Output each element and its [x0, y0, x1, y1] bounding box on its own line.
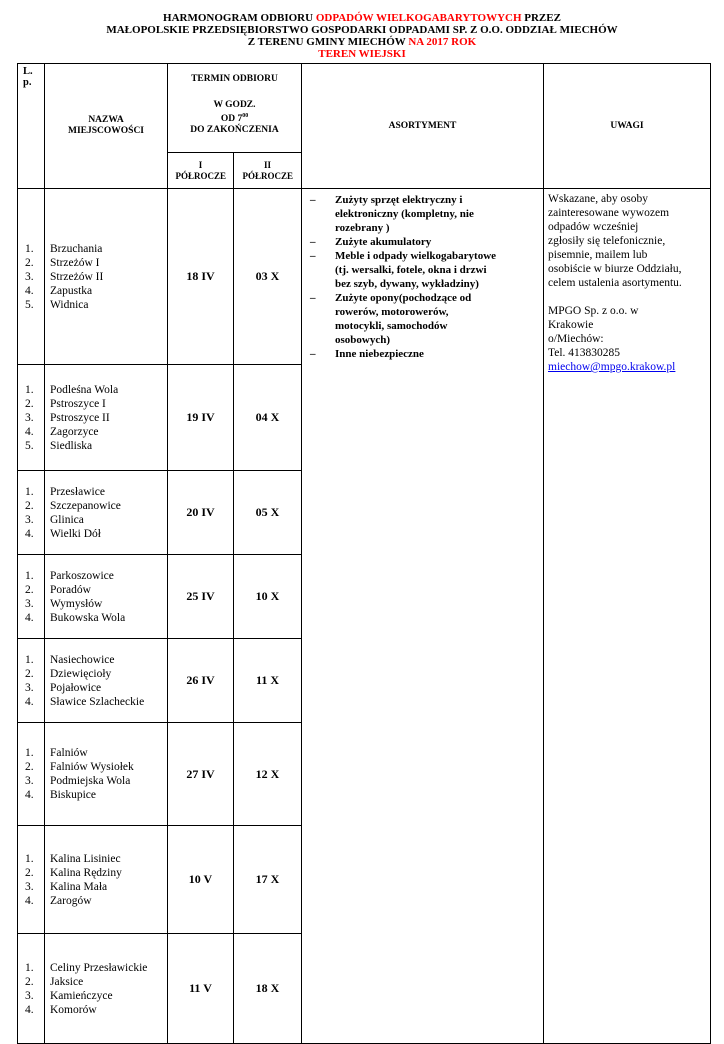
pickup-date-half2: 10 X — [234, 555, 302, 639]
locality-name: Pstroszyce II — [50, 411, 110, 424]
locality-name: Nasiechowice — [50, 653, 115, 666]
locality-name: Pojałowice — [50, 681, 102, 694]
notes-line: Wskazane, aby osoby — [548, 193, 648, 205]
contact-line: o/Miechów: — [548, 333, 604, 345]
row-number: 1. — [25, 747, 34, 759]
assortment-item-line: Zużyte akumulatory — [335, 236, 432, 248]
locality-name: Podleśna Wola — [50, 383, 119, 396]
locality-name: Przesławice — [50, 485, 105, 498]
locality-name: Kalina Lisiniec — [50, 852, 121, 865]
contact-line: Krakowie — [548, 319, 594, 331]
pickup-date-half2: 11 X — [234, 639, 302, 723]
notes-line: osobiście w biurze Oddziału, — [548, 263, 682, 275]
row-number: 4. — [25, 1003, 34, 1016]
header-row — [18, 64, 711, 153]
locality-name: Glinica — [50, 513, 84, 526]
col-uwagi-header — [544, 64, 711, 189]
header-line-3-text: Z TERENU GMINY MIECHÓW — [247, 36, 409, 48]
row-number: 3. — [25, 411, 34, 424]
row-number: 1. — [25, 852, 34, 865]
locality-name: Kalina Rędziny — [50, 866, 122, 879]
locality-name: Dziewięcioły — [50, 667, 112, 680]
header-line-1 — [0, 12, 724, 24]
notes-line: zgłosiły się telefonicznie, — [548, 235, 666, 247]
assortment-item-line: Meble i odpady wielkogabarytowe — [335, 250, 497, 262]
locality-list — [45, 555, 168, 639]
col-lp-header — [18, 64, 45, 189]
row-number: 4. — [25, 284, 34, 297]
locality-name: Wymysłów — [50, 597, 103, 610]
locality-name: Jaksice — [50, 975, 84, 988]
locality-list — [45, 365, 168, 471]
header-line-4: TEREN WIEJSKI — [318, 48, 406, 60]
row-numbers — [18, 365, 45, 471]
row-number: 3. — [25, 513, 34, 526]
header-line-1-text: HARMONOGRAM ODBIORU — [163, 12, 316, 24]
email-line — [548, 360, 704, 374]
termin-label-4: DO ZAKOŃCZENIA — [190, 125, 279, 135]
pickup-date-half2: 12 X — [234, 723, 302, 826]
pickup-date-half1: 11 V — [168, 934, 234, 1044]
assortment-item-line: rozebrany ) — [335, 222, 390, 234]
row-number: 3. — [25, 270, 34, 283]
row-number: 4. — [25, 789, 34, 801]
assortment-item — [310, 291, 537, 347]
row-number: 4. — [25, 611, 34, 624]
row-number: 2. — [25, 667, 34, 680]
assortment-list — [310, 193, 537, 361]
assortment-cell — [302, 189, 544, 1044]
locality-name: Zarogów — [50, 894, 92, 907]
pickup-date-half2: 05 X — [234, 471, 302, 555]
header-line-3-highlight: NA 2017 ROK — [408, 36, 477, 48]
row-number: 2. — [25, 866, 34, 879]
locality-list — [45, 934, 168, 1044]
row-number: 3. — [25, 989, 34, 1002]
header-line-2: MAŁOPOLSKIE PRZEDSIĘBIORSTWO GOSPODARKI ODPADAMI SP. Z O.O. ODDZIAŁ MIECHÓW — [106, 24, 618, 36]
assortment-item-line: elektroniczny (kompletny, nie — [335, 208, 474, 220]
pickup-date-half1: 20 IV — [168, 471, 234, 555]
row-numbers — [18, 555, 45, 639]
row-number: 4. — [25, 894, 34, 907]
termin-label-3-base: OD 7 — [220, 114, 243, 125]
locality-name: Falniów — [50, 747, 88, 759]
col-half1-label: I PÓŁROCZE — [175, 159, 227, 181]
row-number: 1. — [25, 653, 34, 666]
row-numbers — [18, 189, 45, 365]
locality-name: Celiny Przesławickie — [50, 961, 148, 974]
row-numbers — [18, 639, 45, 723]
locality-name: Kalina Mała — [50, 880, 108, 893]
schedule-table — [17, 63, 711, 1044]
pickup-date-half2: 04 X — [234, 365, 302, 471]
row-numbers — [18, 471, 45, 555]
col-name-header — [45, 64, 168, 189]
pickup-date-half2: 03 X — [234, 189, 302, 365]
col-uwagi-label: UWAGI — [610, 120, 644, 131]
locality-name: Kamieńczyce — [50, 989, 113, 1002]
row-number: 3. — [25, 880, 34, 893]
row-number: 2. — [25, 975, 34, 988]
assortment-item-line: Zużyty sprzęt elektryczny i — [335, 194, 463, 206]
locality-name: Siedliska — [50, 439, 93, 452]
contact-line: MPGO Sp. z o.o. w — [548, 305, 639, 317]
row-numbers — [18, 934, 45, 1044]
dash-bullet: – — [310, 292, 316, 304]
assortment-item-line: Zużyte opony(pochodzące od — [335, 292, 472, 304]
row-number: 1. — [25, 569, 34, 582]
row-number: 2. — [25, 583, 34, 596]
assortment-item — [310, 193, 537, 235]
termin-label-3 — [168, 111, 301, 125]
assortment-item-line: osobowych) — [335, 334, 391, 346]
locality-list — [45, 189, 168, 365]
notes-line: celem ustalenia asortymentu. — [548, 277, 682, 289]
assortment-item-line: motocykli, samochodów — [335, 320, 448, 332]
locality-name: Falniów Wysiołek — [50, 761, 134, 773]
header-line-1-highlight: ODPADÓW WIELKOGABARYTOWYCH — [315, 12, 522, 24]
locality-name: Zapustka — [50, 284, 93, 297]
assortment-item-line: rowerów, motorowerów, — [335, 306, 449, 318]
pickup-date-half1: 18 IV — [168, 189, 234, 365]
header-line-1-end: PRZEZ — [521, 12, 561, 24]
locality-name: Widnica — [50, 298, 89, 311]
termin-label-3-sup: 00 — [242, 113, 249, 119]
contact-line: Tel. 413830285 — [548, 347, 621, 359]
pickup-date-half1: 19 IV — [168, 365, 234, 471]
locality-list — [45, 471, 168, 555]
col-half1-header — [168, 153, 234, 189]
row-number: 5. — [25, 298, 34, 311]
row-number: 2. — [25, 256, 34, 269]
notes-spacer — [548, 290, 704, 304]
col-name-label: NAZWA MIEJSCOWOŚCI — [67, 115, 144, 136]
locality-name: Wielki Dół — [50, 527, 101, 540]
row-number: 1. — [25, 961, 34, 974]
pickup-date-half1: 25 IV — [168, 555, 234, 639]
pickup-date-half1: 10 V — [168, 826, 234, 934]
locality-name: Brzuchania — [50, 242, 103, 255]
pickup-date-half1: 26 IV — [168, 639, 234, 723]
document-header — [0, 12, 724, 60]
locality-name: Biskupice — [50, 789, 96, 801]
locality-name: Bukowska Wola — [50, 611, 126, 624]
row-number: 4. — [25, 695, 34, 708]
col-asort-header — [302, 64, 544, 189]
row-number: 5. — [25, 439, 34, 452]
notes-cell — [544, 189, 711, 1044]
locality-name: Podmiejska Wola — [50, 775, 131, 787]
notes-line: odpadów wcześniej — [548, 221, 639, 233]
locality-list — [45, 826, 168, 934]
dash-bullet: – — [310, 236, 316, 248]
dash-bullet: – — [310, 194, 316, 206]
locality-name: Komorów — [50, 1003, 97, 1016]
locality-name: Pstroszyce I — [50, 397, 106, 410]
pickup-date-half2: 18 X — [234, 934, 302, 1044]
col-asort-label: ASORTYMENT — [388, 120, 457, 131]
pickup-date-half1: 27 IV — [168, 723, 234, 826]
locality-name: Poradów — [50, 583, 91, 596]
dash-bullet: – — [310, 348, 316, 360]
assortment-item — [310, 347, 537, 361]
email-link[interactable]: miechow@mpgo.krakow.pl — [548, 361, 676, 373]
row-number: 2. — [25, 397, 34, 410]
termin-label-2: W GODZ. — [213, 100, 256, 110]
assortment-item-line: Inne niebezpieczne — [335, 348, 424, 360]
notes-line: zainteresowane wywozem — [548, 207, 670, 219]
locality-list — [45, 639, 168, 723]
row-number: 1. — [25, 383, 34, 396]
assortment-item — [310, 235, 537, 249]
row-number: 2. — [25, 499, 34, 512]
row-number: 3. — [25, 597, 34, 610]
notes-line: pisemnie, mailem lub — [548, 249, 648, 261]
col-lp-label: L. p. — [23, 66, 33, 88]
pickup-date-half2: 17 X — [234, 826, 302, 934]
locality-name: Sławice Szlacheckie — [50, 695, 145, 708]
locality-name: Zagorzyce — [50, 425, 99, 438]
row-number: 2. — [25, 761, 34, 773]
assortment-item-line: bez szyb, dywany, wykładziny) — [335, 278, 479, 290]
assortment-item-line: (tj. wersalki, fotele, okna i drzwi — [335, 264, 487, 276]
row-number: 1. — [25, 485, 34, 498]
row-number: 3. — [25, 775, 34, 787]
locality-name: Parkoszowice — [50, 569, 114, 582]
col-half2-label: II PÓŁROCZE — [242, 159, 294, 181]
locality-name: Strzeżów II — [50, 270, 104, 283]
row-number: 4. — [25, 425, 34, 438]
table-row — [18, 189, 711, 365]
row-number: 3. — [25, 681, 34, 694]
locality-name: Strzeżów I — [50, 256, 100, 269]
col-half2-header — [234, 153, 302, 189]
locality-list — [45, 723, 168, 826]
row-numbers — [18, 723, 45, 826]
termin-label-1: TERMIN ODBIORU — [191, 74, 278, 84]
header-line-3 — [0, 36, 724, 48]
row-numbers — [18, 826, 45, 934]
locality-name: Szczepanowice — [50, 499, 121, 512]
col-termin-header — [168, 64, 302, 153]
row-number: 4. — [25, 527, 34, 540]
dash-bullet: – — [310, 250, 316, 262]
assortment-item — [310, 249, 537, 291]
row-number: 1. — [25, 242, 34, 255]
